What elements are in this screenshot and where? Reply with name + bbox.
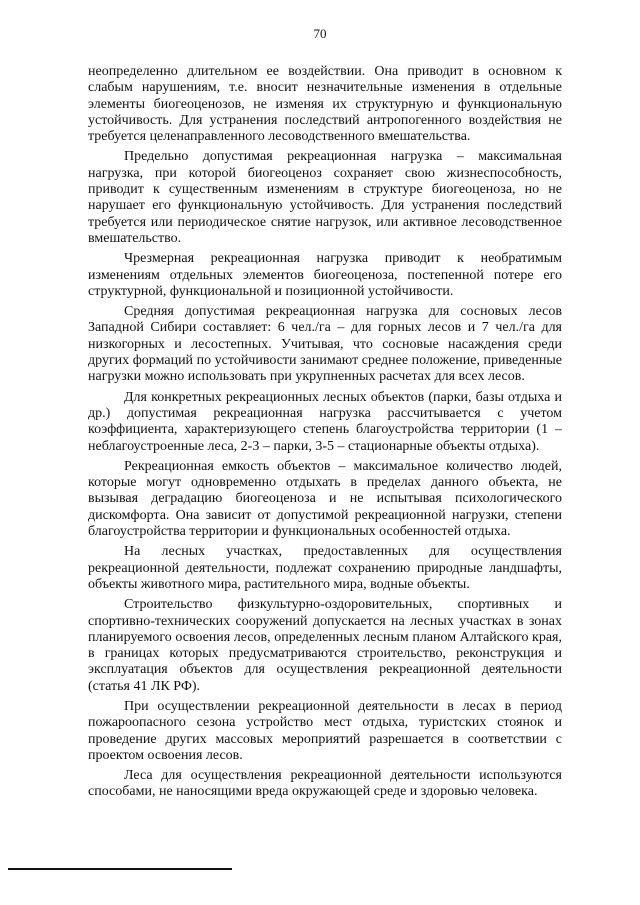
paragraph-fire-season: При осуществлении рекреационной деятельности в лесах в период пожароопасного сезона устройство мест отдыха, туристских стоянок и проведение других массовых мероприятий разрешается в соответствии с проектом освоения лесов. xyxy=(88,698,562,763)
paragraph-excessive-load: Чрезмерная рекреационная нагрузка приводит к необратимым изменениям отдельных элементов биогеоценоза, постепенной потере его структурной, функциональной и позиционной устойчивости. xyxy=(88,251,562,299)
paragraph-specific-objects: Для конкретных рекреационных лесных объектов (парки, базы отдыха и др.) допустимая рекреационная нагрузка рассчитывается с учетом коэффициента, характеризующего степень благоустройства территории (1 – неблагоустроенные леса, 2-3 – парки, 3-5 – стационарные объекты отдыха). xyxy=(88,389,562,454)
paragraph-preservation: На лесных участках, предоставленных для осуществления рекреационной деятельности, подлежат сохранению природные ландшафты, объекты животного мира, растительного мира, водные объекты. xyxy=(88,544,562,592)
paragraph-average-load: Средняя допустимая рекреационная нагрузка для сосновых лесов Западной Сибири составляет: 6 чел./га – для горных лесов и 7 чел./га для низкогорных и лесостепных. Учитывая, что сосновые насаждения среди других формаций по устойчивости занимают среднее положение, приведенные нагрузки можно использовать при укрупненных расчетах для всех лесов. xyxy=(88,304,562,385)
page-number: 70 xyxy=(313,26,327,41)
footer-rule xyxy=(8,868,232,870)
paragraph-construction: Строительство физкультурно-оздоровительных, спортивных и спортивно-технических сооружений допускается на лесных участках в зонах планируемого освоения лесов, определенных лесным планом Алтайского края, в границах которых предусматриваются строительство, реконструкция и эксплуатация объектов для осуществления рекреационной деятельности (статья 41 ЛК РФ). xyxy=(88,597,562,694)
document-body xyxy=(88,64,562,805)
paragraph-usage-methods: Леса для осуществления рекреационной деятельности используются способами, не наносящими вреда окружающей среде и здоровью человека. xyxy=(88,768,562,800)
paragraph-continuation: неопределенно длительном ее воздействии. Она приводит в основном к слабым нарушениям, т.е. вносит незначительные изменения в отдельные элементы биогеоценозов, не изменяя их структурную и функциональную устойчивость. Для устранения последствий антропогенного воздействия не требуется целенаправленного лесоводственного вмешательства. xyxy=(88,64,562,145)
paragraph-max-load: Предельно допустимая рекреационная нагрузка – максимальная нагрузка, при которой биогеоценоз сохраняет свою жизнеспособность, приводит к существенным изменениям в структуре биогеоценоза, но не нарушает его функциональную устойчивость. Для устранения последствий требуется или периодическое снятие нагрузок, или активное лесоводственное вмешательство. xyxy=(88,149,562,246)
paragraph-recreational-capacity: Рекреационная емкость объектов – максимальное количество людей, которые могут одновременно отдыхать в пределах данного объекта, не вызывая деградацию биогеоценоза и не испытывая психологического дискомфорта. Она зависит от допустимой рекреационной нагрузки, степени благоустройства территории и функциональных особенностей отдыха. xyxy=(88,458,562,540)
